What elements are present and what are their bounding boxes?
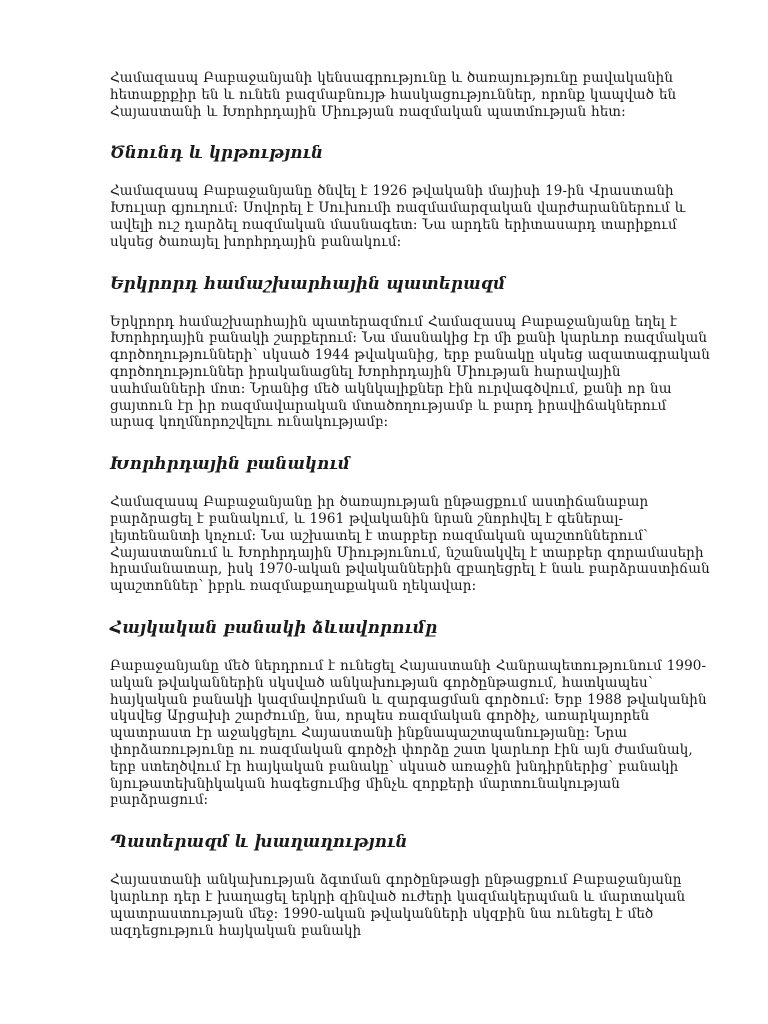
section-heading-soviet-army: Խորհրդային բանակում — [110, 454, 350, 474]
section-text-armenian-army: Բաբաջանյանը մեծ ներդրում է ունեցել Հայաստանի Հանրապետությունում 1990-ական թվականներին սկսված անկախության գործընթացում, հատկապես՝ հայկական բանակի կազմավորման և զարգացման գործում: Երբ 1988 թվականին սկսվեց Արցախի շարժումը, նա, որպես ռազմական գործիչ, առարկայորեն պատրաստ էր աջակցելու Հայաստանի ինքնապաշտպանությանը: Նրա փորձառությունը ու ռազմական գործչի փորձը շատ կարևոր էին այն ժամանակ, երբ ստեղծվում էր հայկական բանակը՝ սկսած առաջին խնդիրներից՝ բանակի նյութատեխնիկական հագեցումից մինչև զորքերի մարտունակության բարձրացում: — [110, 657, 707, 809]
section-heading-armenian-army: Հայկական բանակի ձևավորումը — [110, 617, 438, 637]
section-heading-world-war-two: Երկրորդ համաշխարհային պատերազմ — [110, 273, 506, 293]
intro-paragraph: Համազասպ Բաբաջանյանի կենսագրությունը և ծառայությունը բավականին հետաքրքիր են և ունեն բազմաբնույթ հասկացություններ, որոնք կապված են Հայաստանի և Խորհրդային Միության ռազմական պատմության հետ: — [110, 70, 677, 120]
section-heading-birth-education: Ծնունդ և կրթություն — [110, 143, 324, 163]
section-text-war-and-peace: Հայաստանի անկախության ձգտման գործընթացի ընթացքում Բաբաջանյանը կարևոր դեր է խաղացել երկրի զինված ուժերի կազմակերպման և մարտական պատրաստության մեջ: 1990-ական թվականների սկզբին նա ունեցել է մեծ ազդեցություն հայկական բանակի — [110, 872, 686, 939]
section-text-soviet-army: Համազասպ Բաբաջանյանը իր ծառայության ընթացքում աստիճանաբար բարձրացել է բանակում, և 1961 թվականին նրան շնորհվել է գեներալ-լեյտենանտի կոչում: Նա աշխատել է տարբեր ռազմական պաշտոններում՝ Հայաստանում և Խորհրդային Միությունում, նշանակվել է տարբեր զորամասերի հրամանատար, իսկ 1970-ական թվականներին զբաղեցրել է նաև բարձրաստիճան պաշտոններ՝ իբրև ռազմաքաղաքական ղեկավար: — [110, 494, 710, 595]
document-page — [110, 70, 710, 939]
section-text-birth-education: Համազասպ Բաբաջանյանը ծնվել է 1926 թվականի մայիսի 19-ին Վրաստանի Խուլար գյուղում: Սովորել է Սուխումի ռազմամարզական վարժարաններում և ավելի ուշ դարձել ռազմական մասնագետ: Նա արդեն երիտասարդ տարիքում սկսեց ծառայել խորհրդային բանակում: — [110, 183, 686, 250]
section-heading-war-and-peace: Պատերազմ և խաղաղություն — [110, 832, 408, 852]
section-text-world-war-two: Երկրորդ համաշխարհային պատերազմում Համազասպ Բաբաջանյանը եղել է Խորհրդային բանակի շարքերում: Նա մասնակից էր մի քանի կարևոր ռազմական գործողությունների՝ սկսած 1944 թվականից, երբ բանակը սկսեց ազատագրական գործողություններ իրականացնել Խորհրդային Միության հարավային սահմանների մոտ: Նրանից մեծ ակնկալիքներ էին ուրվագծվում, քանի որ նա ցայտուն էր իր ռազմավարական մտածողությամբ և բարդ իրավիճակներում արագ կողմնորոշվելու ունակությամբ: — [110, 313, 710, 431]
